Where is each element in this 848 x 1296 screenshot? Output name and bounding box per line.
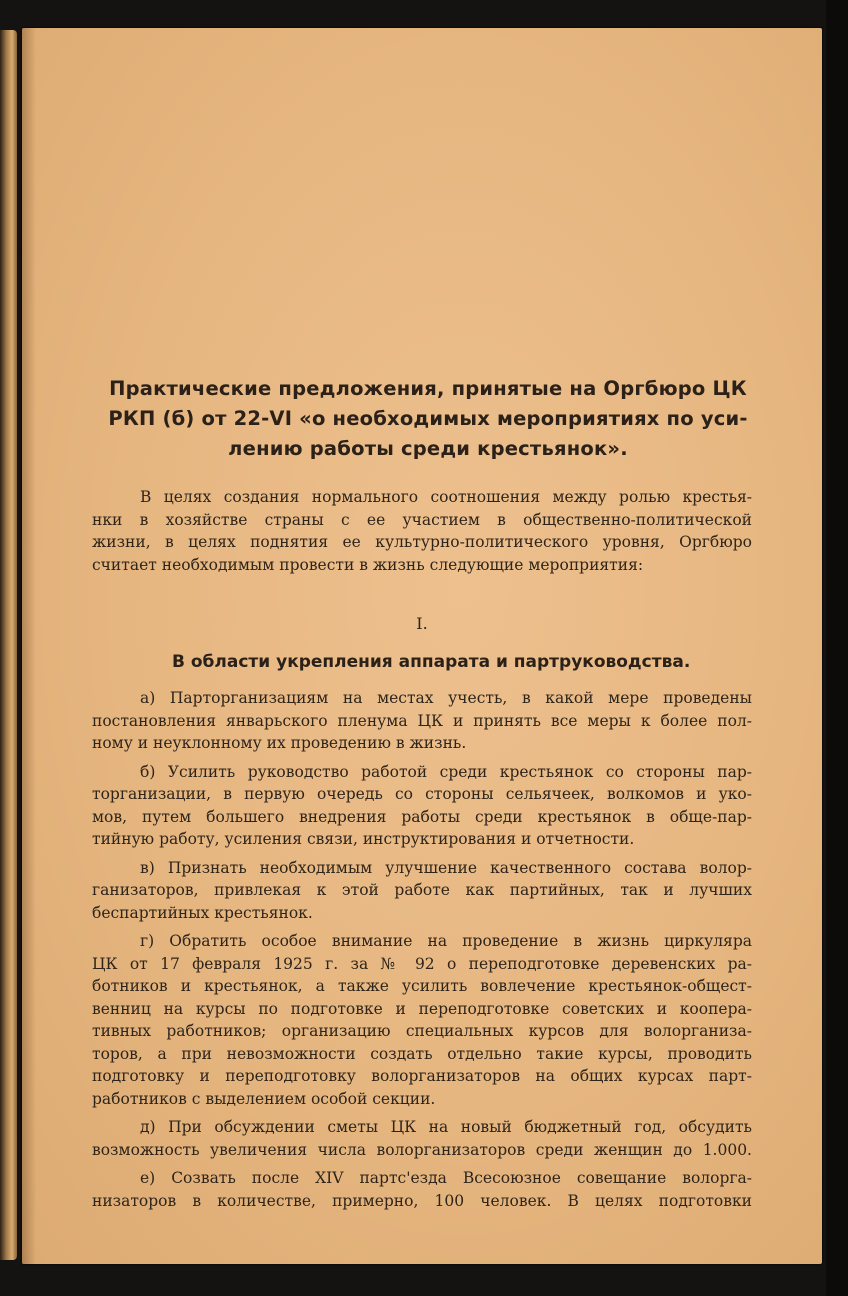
proposal-list <box>92 687 752 1218</box>
intro-paragraph <box>92 486 752 582</box>
title-line: Практические предложения, принятые на Оргбюро ЦК <box>109 377 747 400</box>
list-item <box>92 1116 752 1161</box>
text-line: возможность увеличения числа волорганизаторов среди женщин до 1.000. <box>92 1140 752 1159</box>
list-item <box>92 761 752 851</box>
text-line: В целях создания нормального соотношения между ролью крестья- <box>140 488 752 506</box>
text-line: беспартийных крестьянок. <box>92 903 313 922</box>
list-item <box>92 687 752 755</box>
text-line: постановления январьского пленума ЦК и принять все меры к более пол- <box>92 711 752 730</box>
text-line: тивных работников; организацию специальных курсов для волорганиза- <box>92 1022 752 1040</box>
section-number: I. <box>416 614 428 633</box>
text-line: жизни, в целях поднятия ее культурно-политического уровня, Оргбюро <box>92 533 752 551</box>
text-line: б) Усилить руководство работой среди крестьянок со стороны пар- <box>140 762 752 781</box>
scan-border <box>826 0 848 1296</box>
text-line: считает необходимым провести в жизнь следующие мероприятия: <box>92 555 644 574</box>
list-item <box>92 1167 752 1212</box>
text-line: подготовку и переподготовку волорганизаторов на общих курсах парт- <box>92 1067 752 1085</box>
text-line: а) Парторганизациям на местах учесть, в какой мере проведены <box>140 689 752 707</box>
text-line: д) При обсуждении сметы ЦК на новый бюджетный год, обсудить <box>140 1118 752 1136</box>
text-line: в) Признать необходимым улучшение качественного состава волор- <box>140 858 752 877</box>
text-line: ному и неуклонному их проведению в жизнь. <box>92 734 467 752</box>
text-line: мов, путем большего внедрения работы среди крестьянок в обще-пар- <box>92 807 752 826</box>
list-item <box>92 857 752 925</box>
text-line: нки в хозяйстве страны с ее участием в общественно-политической <box>92 510 752 529</box>
document-title <box>88 374 768 464</box>
left-page-edge <box>0 30 17 1260</box>
list-item <box>92 930 752 1110</box>
title-line: РКП (б) от 22-VI «о необходимых мероприятиях по уси- <box>108 407 748 430</box>
text-line: торганизации, в первую очередь со стороны сельячеек, волкомов и уко- <box>92 785 752 803</box>
text-line: ганизаторов, привлекая к этой работе как партийных, так и лучших <box>92 881 752 899</box>
section-heading: В области укрепления аппарата и партруководства. <box>172 652 691 672</box>
text-line: венниц на курсы по подготовке и переподготовке советских и коопера- <box>92 999 752 1018</box>
text-line: е) Созвать после XIV партс'езда Всесоюзное совещание волорга- <box>140 1169 752 1187</box>
text-line: низаторов в количестве, примерно, 100 человек. В целях подготовки <box>92 1191 752 1210</box>
text-line: ЦК от 17 февраля 1925 г. за № 92 о переподготовке деревенских ра- <box>92 954 752 973</box>
text-line: ботников и крестьянок, а также усилить вовлечение крестьянок-общест- <box>92 977 752 995</box>
page <box>22 28 822 1264</box>
text-line: работников с выделением особой секции. <box>92 1089 436 1108</box>
title-line: лению работы среди крестьянок». <box>228 437 628 460</box>
text-line: торов, а при невозможности создать отдельно такие курсы, проводить <box>92 1044 752 1063</box>
text-line: тийную работу, усиления связи, инструктирования и отчетности. <box>92 830 635 848</box>
text-line: г) Обратить особое внимание на проведение в жизнь циркуляра <box>140 932 752 950</box>
